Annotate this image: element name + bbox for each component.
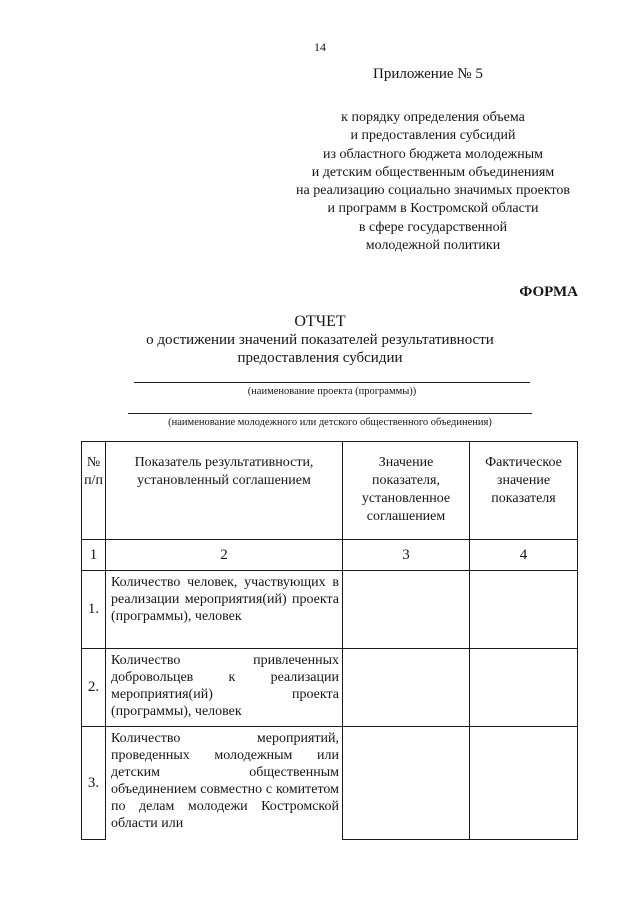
appendix-reference (270, 109, 596, 255)
table-header-row (82, 442, 578, 540)
column-number-row (82, 540, 578, 571)
appendix-line: из областного бюджета молодежным (323, 146, 543, 162)
row-number: 2. (82, 649, 106, 727)
column-number: 3 (343, 540, 470, 571)
header-number: № п/п (82, 442, 106, 540)
page-number: 14 (314, 40, 326, 54)
project-name-line (134, 382, 530, 383)
appendix-line: и предоставления субсидий (350, 128, 516, 144)
organization-name-caption: (наименование молодежного или детского общественного объединения) (168, 417, 492, 428)
appendix-line: в сфере государственной (358, 219, 508, 235)
row-actual-value (470, 649, 578, 727)
row-number: 3. (82, 727, 106, 840)
column-number: 1 (82, 540, 106, 571)
header-indicator: Показатель результативности, установленный соглашением (106, 442, 343, 540)
form-label: ФОРМА (519, 284, 578, 300)
report-subtitle (0, 331, 640, 367)
table-row (82, 727, 578, 840)
row-number: 1. (82, 571, 106, 649)
row-indicator: Количество привлеченных добровольцев к реализации мероприятия(ий) проекта (программы), человек (106, 649, 343, 727)
appendix-line: к порядку определения объема (341, 110, 525, 125)
table-row (82, 649, 578, 727)
report-title: ОТЧЕТ (294, 313, 346, 330)
row-actual-value (470, 727, 578, 840)
organization-name-line (128, 413, 532, 414)
header-actual-value: Фактическое значение показателя (470, 442, 578, 540)
row-indicator: Количество мероприятий, проведенных молодежным или детским общественным объединением совместно с комитетом по делам молодежи Костромской области или (106, 727, 343, 840)
appendix-line: и программ в Костромской области (327, 201, 539, 217)
column-number: 2 (106, 540, 343, 571)
appendix-line: и детским общественным объединениям (311, 164, 555, 180)
column-number: 4 (470, 540, 578, 571)
table-row (82, 571, 578, 649)
appendix-line: на реализацию социально значимых проектов (295, 183, 570, 199)
row-agreed-value (343, 727, 470, 840)
row-indicator: Количество человек, участвующих в реализации мероприятия(ий) проекта (программы), человек (106, 571, 343, 649)
appendix-title: Приложение № 5 (373, 66, 483, 82)
report-table (81, 441, 578, 840)
report-subtitle-line: предоставления субсидии (237, 350, 403, 366)
appendix-line: молодежной политики (365, 238, 501, 254)
row-actual-value (470, 571, 578, 649)
row-agreed-value (343, 571, 470, 649)
row-agreed-value (343, 649, 470, 727)
report-subtitle-line: о достижении значений показателей результативности (146, 332, 494, 348)
header-agreed-value: Значение показателя, установленное соглашением (343, 442, 470, 540)
project-name-caption: (наименование проекта (программы)) (247, 386, 417, 397)
